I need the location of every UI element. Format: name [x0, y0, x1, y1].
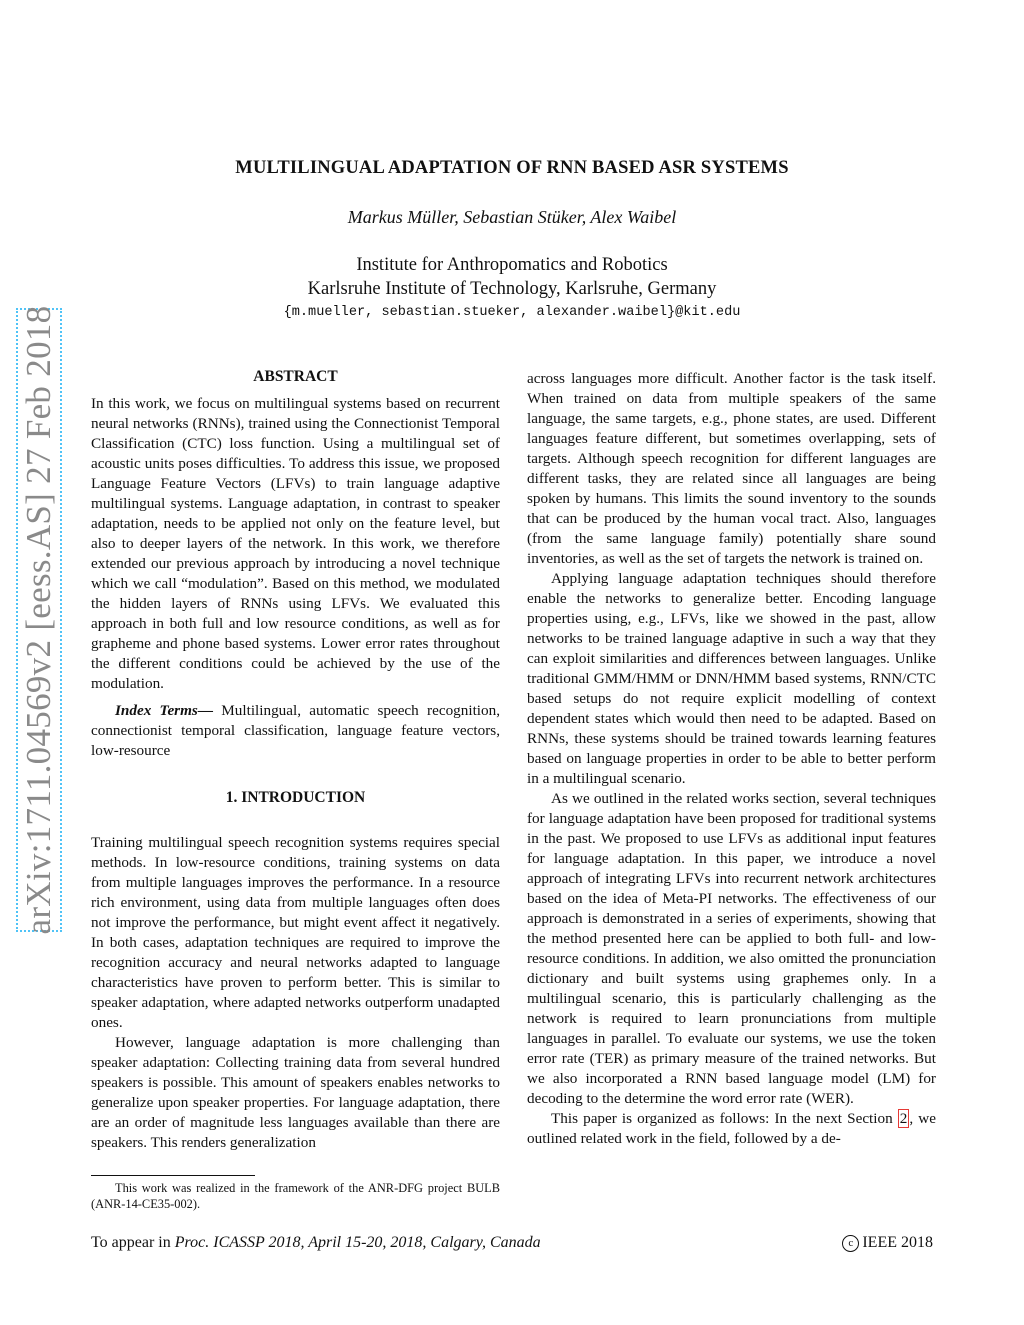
right-paragraph-3: As we outlined in the related works section, several techniques for language adaptation have been proposed for traditional systems in the past. We proposed to use LFVs as additional input features for language adaptation. In this paper, we introduce a novel approach of integrating LFVs into recurrent network architectures based on the idea of Meta-PI networks. The effectiveness of our approach is demonstrated in a series of experiments, showing that the method presented here can be applied to both full- and low-resource conditions. In addition, we also omitted the pronunciation dictionary and built systems using graphemes only. In a multilingual scenario, this is particularly challenging as the network is required to learn pronunciations from multiple languages in parallel. To evaluate our systems, we use the token error rate (TER) as primary measure of the trained networks. But we also incorporated a RNN based language model (LM) for decoding to the determine the word error rate (WER). — [527, 790, 936, 1107]
arxiv-identifier[interactable]: arXiv:1711.04569v2 [eess.AS] 27 Feb 2018 — [19, 305, 58, 935]
p4-start: This paper is organized as follows: In the next Section — [551, 1110, 898, 1127]
footer-prefix: To appear in — [91, 1234, 175, 1251]
arxiv-sidebar — [16, 305, 62, 935]
abstract-text: In this work, we focus on multilingual systems based on recurrent neural networks (RNNs), trained using the Connectionist Temporal Classification (CTC) loss function. Using a multilingual set of acoustic units poses difficulties. To address this issue, we proposed Language Feature Vectors (LFVs) to train language adaptive multilingual systems. Language adaptation, in contrast to speaker adaptation, needs to be applied not only on the feature level, but also to deeper layers of the network. In this work, we therefore extended our previous approach by introducing a novel technique which we call “modulation”. Based on this method, we modulated the hidden layers of RNNs using LFVs. We evaluated this approach in both full and low resource conditions, as well as for grapheme and phone based systems. Lower error rates throughout the different conditions could be achieved by the use of the modulation. — [91, 395, 500, 692]
affiliation-university: Karlsruhe Institute of Technology, Karlsruhe, Germany — [307, 279, 717, 299]
affiliation-institute: Institute for Anthropomatics and Robotics — [356, 255, 668, 275]
right-paragraph-4 — [527, 1109, 936, 1149]
paper-authors: Markus Müller, Sebastian Stüker, Alex Waibel — [347, 207, 677, 227]
copyright-icon: c — [842, 1235, 859, 1252]
p4-end: , we outlined related work in the field, followed by a de- — [527, 1110, 936, 1147]
author-emails: {m.mueller, sebastian.stueker, alexander.waibel}@kit.edu — [283, 305, 741, 320]
index-terms-label: Index Terms— — [115, 702, 214, 719]
intro-paragraph-1: Training multilingual speech recognition systems requires special methods. In low-resource conditions, training systems on data from multiple languages improves the performance. In a resource rich environment, using data from multiple languages often does not improve the performance, but might event affect it negatively. In both cases, adaptation techniques are required to improve the recognition accuracy and neural networks adapted to language characteristics have proven to perform better. This is similar to speaker adaptation, where adapted networks outperform unadapted ones. — [91, 834, 500, 1031]
intro-paragraph-2: However, language adaptation is more challenging than speaker adaptation: Collecting training data from several hundred speakers is possible. This amount of speakers enables networks to generalize upon speaker properties. For language adaptation, there are an order of magnitude less languages available than there are speakers. This renders generalization — [91, 1034, 500, 1151]
index-terms-text: Multilingual, automatic speech recognition, connectionist temporal classification, language feature vectors, low-resource — [91, 702, 501, 759]
right-paragraph-1: across languages more difficult. Another factor is the task itself. When trained on data from multiple speakers of the same language, the same targets, e.g., phone states, are used. Different languages feature different, but sometimes overlapping, sets of targets. Although speech recognition for different languages are different tasks, they are related since all languages are being spoken by humans. This limits the sound inventory to the sounds that can be produced by the human vocal tract. Also, languages (from the same language family) potentially share sound inventories, as well as the set of targets the network is trained on. — [527, 370, 936, 567]
right-column — [527, 369, 936, 1149]
footer-venue-name: Proc. ICASSP 2018, April 15-20, 2018, Calgary, Canada — [174, 1234, 541, 1251]
introduction-heading: 1. INTRODUCTION — [225, 789, 366, 806]
footnote-rule — [91, 1175, 255, 1176]
abstract-heading: ABSTRACT — [253, 368, 338, 385]
paper-title: MULTILINGUAL ADAPTATION OF RNN BASED ASR SYSTEMS — [235, 158, 789, 178]
copyright-text: IEEE 2018 — [862, 1234, 933, 1251]
right-paragraph-2: Applying language adaptation techniques should therefore enable the networks to generalize better. Encoding language properties using, e.g., LFVs, like we showed in the past, allow networks to be trained language adaptive in such a way that they can exploit similarities and differences between languages. Unlike traditional GMM/HMM or DNN/HMM based systems, RNN/CTC based setups do not require explicit modelling of context dependent states which would then need to be adapted. Based on RNNs, these systems should be trained towards learning features based on language properties in order to be able to better perform in a multilingual scenario. — [527, 570, 936, 787]
section-2-link[interactable]: 2 — [899, 1110, 908, 1127]
footer-venue — [91, 1234, 541, 1252]
footer-copyright — [842, 1234, 933, 1252]
index-terms — [91, 701, 500, 761]
footnote: This work was realized in the framework of the ANR-DFG project BULB (ANR-14-CE35-002). — [91, 1181, 500, 1211]
left-column — [91, 368, 500, 1153]
